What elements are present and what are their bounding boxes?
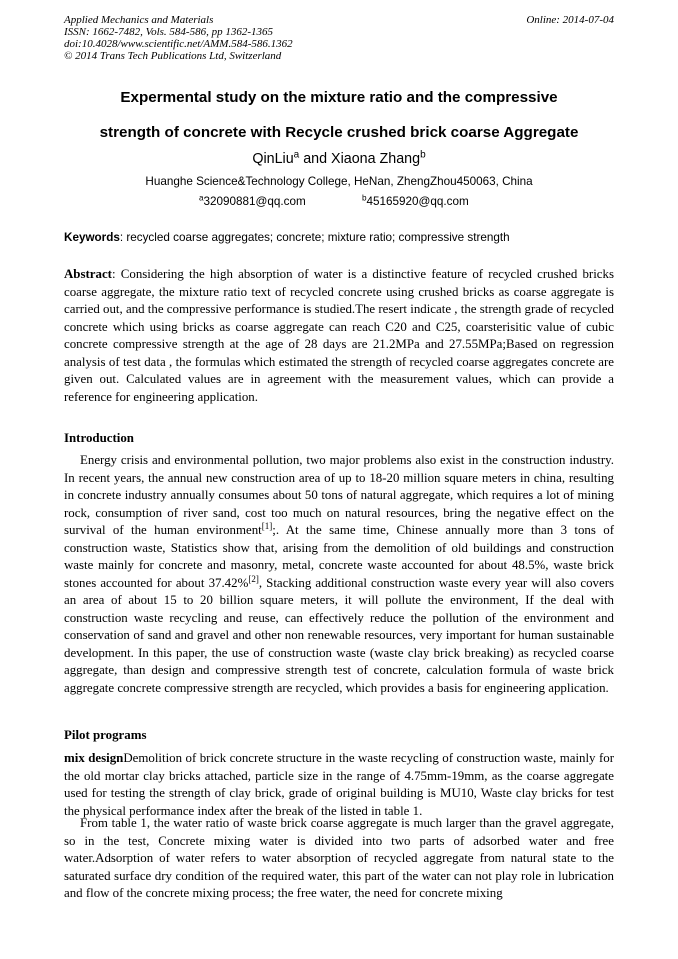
affiliation: Huanghe Science&Technology College, HeNan, ZhengZhou450063, China [145, 175, 533, 188]
table-discussion-paragraph: From table 1, the water ratio of waste brick coarse aggregate is much larger than the gravel aggregate, so in the test, Concrete mixing water is divided into two parts of adsorbed water and free water.Adsorption of water refers to water absorption of recycled aggregate from natural state to the saturated surface dry condition of the required water, this part of the water can not play role in lubrication and flow of the concrete mixing process; the free water, the need for concrete mixing [64, 816, 614, 900]
author-2-affil-mark: b [420, 149, 426, 161]
intro-text-2: ;. At the same time, Chinese annually more than 3 tons of construction waste, Statistics show that, arising from the demolition of old buildings and construction waste mainly for concrete and masonry, metal, concrete waste accounted for about 48.5%, waste brick stones accounted for about 37.42% [64, 523, 614, 590]
paper-title-line-1: Expermental study on the mixture ratio and the compressive [120, 89, 558, 106]
pilot-programs-heading: Pilot programs [64, 728, 147, 742]
keywords [64, 231, 616, 245]
abstract-text: : Considering the high absorption of water is a distinctive feature of recycled crushed bricks coarse aggregate, the mixture ratio text of recycled concrete using crushed bricks as coarse aggregate is carried out, and the compressive performance is studied.The resert indicate , the strength grade of recycled concrete which using bricks as coarse aggregate can reach C20 and C25, coarsterisitic value of cubic concrete compressive strength at the age of 28 days are 21.2MPa and 27.55MPa;Based on regression analysis of test data , the formulas which estimated the strength of recycled coarse aggregates concrete are given out. Calculated values are in agreement with the measurement values, which can provide a reference for engineering application. [64, 267, 614, 404]
author-1: QinLiu [252, 151, 294, 167]
abstract [64, 266, 614, 406]
issn-line: ISSN: 1662-7482, Vols. 584-586, pp 1362-1365 [64, 26, 273, 38]
keywords-label: Keywords [64, 231, 120, 244]
mix-design-text: Demolition of brick concrete structure in the waste recycling of construction waste, mainly for the old mortar clay bricks attached, particle size in the range of 4.75mm-19mm, as the coarse aggregate used for testing the strength of clay brick, grade of original building is MU10, Waste clay bricks for test the physical performance index after the break of the listed in table 1. [64, 751, 614, 818]
email-b-address[interactable]: 45165920@qq.com [366, 195, 469, 208]
abstract-label: Abstract [64, 267, 112, 281]
online-date: Online: 2014-07-04 [526, 14, 614, 26]
mix-design-label: mix design [64, 751, 124, 765]
citation-2[interactable]: [2] [248, 573, 259, 584]
email-b[interactable] [362, 195, 469, 209]
intro-text-1: Energy crisis and environmental pollution, two major problems also exist in the construction industry. In recent years, the annual new construction area of up to 18-20 million square meters in china, resulting in concrete industry annually consumes about 50 tons of natural aggregate, which requires a lot of mining rock, consumption of river sand, cost too much on natural resources, bring the negative effect on the survival of the human environment [64, 453, 614, 537]
journal-name: Applied Mechanics and Materials [64, 14, 214, 26]
journal-header [64, 14, 444, 62]
citation-1[interactable]: [1] [261, 521, 273, 532]
author-connector: and [299, 151, 332, 167]
mix-design-paragraph [64, 750, 614, 820]
intro-text-3: , Stacking additional construction waste every year will also covers an area of about 15 to 20 billion square meters, it will pollute the environment, If the deal with construction waste recycling and reuse, can effectively reduce the pollution of the environment and conservation of sand and gravel and other non renewable resources, very important for human sustainable development. In this paper, the use of construction waste (waste clay brick breaking) as recycled coarse aggregate, than design and compressive strength test of concrete, calculation formula of waste brick aggregate concrete compressive strength are recycled, which provides a basis for engineering application. [64, 575, 614, 695]
author-1-affil-mark: a [293, 149, 300, 161]
keywords-text: : recycled coarse aggregates; concrete; mixture ratio; compressive strength [119, 231, 510, 244]
email-b-mark: b [362, 193, 367, 203]
email-a[interactable] [199, 195, 306, 209]
email-a-address[interactable]: 32090881@qq.com [203, 195, 306, 208]
email-a-mark: a [199, 193, 204, 203]
doi-line[interactable]: doi:10.4028/www.scientific.net/AMM.584-586.1362 [64, 38, 293, 50]
introduction-heading: Introduction [64, 431, 134, 445]
author-2: Xiaona Zhang [331, 151, 421, 167]
introduction-paragraph [64, 452, 614, 697]
copyright-line: © 2014 Trans Tech Publications Ltd, Switzerland [64, 50, 282, 62]
paper-title-line-2: strength of concrete with Recycle crushed brick coarse Aggregate [99, 124, 579, 141]
author-line [40, 150, 638, 168]
